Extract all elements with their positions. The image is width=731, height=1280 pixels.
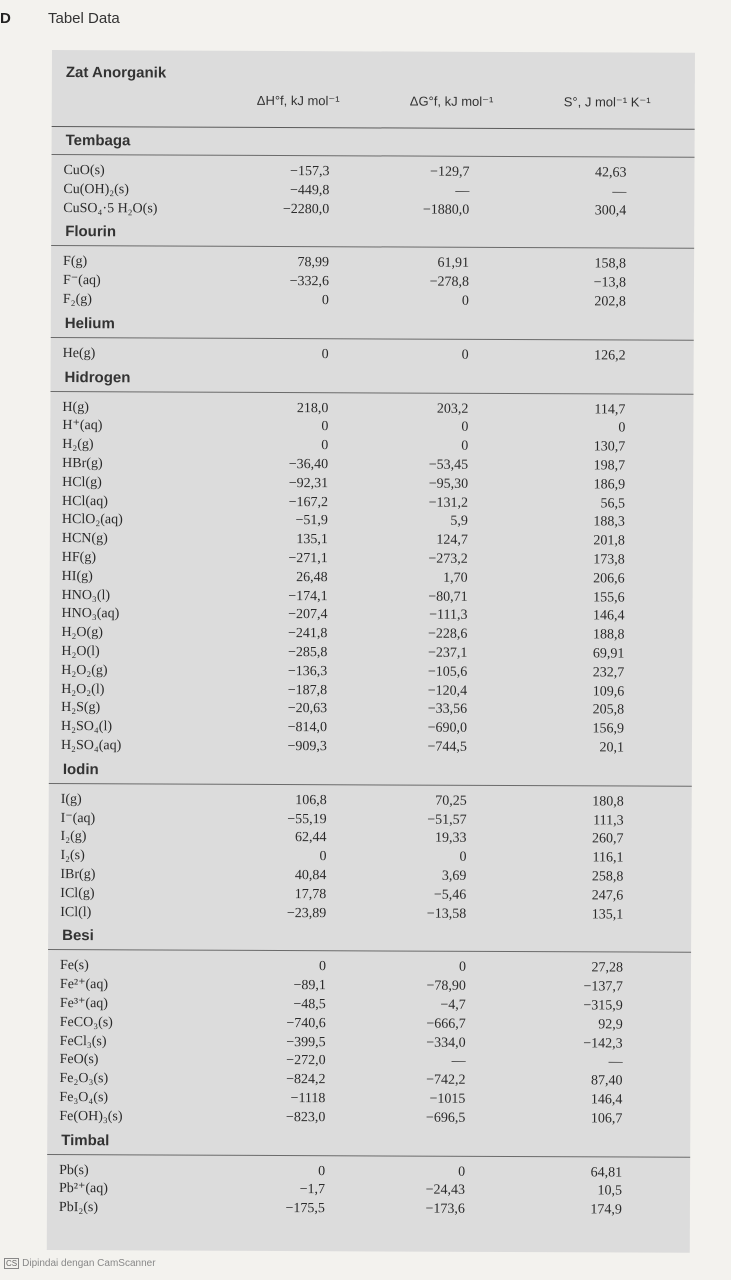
entropy-cell: 188,8 bbox=[592, 627, 625, 643]
enthalpy-cell: −36,40 bbox=[288, 457, 329, 473]
enthalpy-cell: 26,48 bbox=[296, 569, 328, 585]
section-tembaga bbox=[52, 132, 695, 219]
compound-cell: HCl(aq) bbox=[61, 493, 108, 509]
entropy-cell: 27,28 bbox=[591, 960, 624, 976]
enthalpy-cell: −89,1 bbox=[293, 978, 326, 994]
table-header bbox=[52, 56, 695, 130]
gibbs-cell: −51,57 bbox=[427, 812, 467, 828]
compound-cell: H₂S(g) bbox=[61, 700, 101, 716]
enthalpy-cell: −175,5 bbox=[285, 1201, 325, 1217]
entropy-cell: 146,4 bbox=[593, 608, 625, 624]
section-hidrogen bbox=[51, 368, 694, 756]
enthalpy-cell: −92,31 bbox=[288, 475, 329, 491]
enthalpy-cell: −167,2 bbox=[288, 494, 329, 510]
section-title: Timbal bbox=[61, 1131, 110, 1149]
gibbs-cell: 70,25 bbox=[435, 793, 467, 809]
entropy-cell: 92,9 bbox=[598, 1017, 623, 1033]
section-divider bbox=[47, 1154, 690, 1158]
compound-cell: HI(g) bbox=[61, 568, 93, 584]
entropy-cell: — bbox=[608, 1054, 623, 1070]
section-timbal bbox=[47, 1131, 690, 1218]
compound-cell: H₂O₂(g) bbox=[61, 662, 108, 679]
scanner-watermark bbox=[4, 1258, 156, 1269]
enthalpy-cell: −55,19 bbox=[287, 811, 327, 827]
table-row bbox=[51, 200, 694, 222]
gibbs-cell: −666,7 bbox=[426, 1016, 466, 1032]
entropy-cell: −137,7 bbox=[583, 979, 623, 995]
compound-cell: Cu(OH)₂(s) bbox=[63, 181, 129, 198]
enthalpy-cell: −824,2 bbox=[286, 1072, 326, 1088]
section-flourin bbox=[51, 223, 694, 310]
enthalpy-cell: 0 bbox=[321, 293, 329, 309]
entropy-cell: 135,1 bbox=[591, 906, 624, 923]
compound-cell: ICl(g) bbox=[60, 885, 95, 901]
gibbs-cell: 0 bbox=[459, 849, 467, 866]
section-divider bbox=[51, 391, 694, 395]
entropy-cell: 109,6 bbox=[592, 683, 625, 700]
compound-cell: CuSO₄·5 H₂O(s) bbox=[63, 200, 158, 217]
gibbs-cell: −696,5 bbox=[425, 1110, 466, 1126]
gibbs-cell: −33,56 bbox=[427, 702, 468, 718]
enthalpy-cell: 78,99 bbox=[297, 255, 330, 271]
compound-cell: CuO(s) bbox=[63, 163, 105, 179]
entropy-cell: 156,9 bbox=[592, 721, 625, 737]
gibbs-cell: −237,1 bbox=[427, 645, 468, 661]
enthalpy-cell: −136,3 bbox=[287, 663, 328, 679]
enthalpy-cell: −20,63 bbox=[287, 701, 328, 717]
gibbs-cell: −744,5 bbox=[427, 739, 467, 755]
entropy-cell: 173,8 bbox=[593, 552, 625, 568]
enthalpy-cell: −207,4 bbox=[288, 607, 328, 623]
compound-cell: H₂(g) bbox=[62, 437, 94, 453]
entropy-cell: 258,8 bbox=[591, 869, 624, 885]
compound-cell: I₂(s) bbox=[60, 848, 85, 864]
watermark-text: Dipindai dengan CamScanner bbox=[22, 1258, 156, 1269]
table-row bbox=[48, 904, 691, 926]
table-row bbox=[49, 737, 692, 759]
gibbs-cell: −334,0 bbox=[426, 1035, 466, 1051]
compound-cell: Fe₃O₄(s) bbox=[59, 1090, 109, 1106]
enthalpy-cell: −174,1 bbox=[288, 588, 328, 604]
compound-cell: H₂O₂(l) bbox=[61, 681, 105, 697]
compound-cell: HCN(g) bbox=[61, 531, 108, 547]
gibbs-cell: −129,7 bbox=[430, 164, 470, 180]
gibbs-cell: 3,69 bbox=[441, 868, 467, 884]
gibbs-cell: −1880,0 bbox=[422, 202, 470, 218]
gibbs-cell: 0 bbox=[461, 347, 469, 363]
compound-cell: Fe³⁺(aq) bbox=[59, 996, 108, 1012]
section-helium bbox=[51, 314, 694, 364]
gibbs-cell: −1015 bbox=[429, 1091, 466, 1107]
gibbs-cell: −278,8 bbox=[429, 274, 470, 291]
enthalpy-cell: −271,1 bbox=[288, 551, 328, 567]
gibbs-cell: 0 bbox=[458, 1164, 466, 1180]
enthalpy-cell: −285,8 bbox=[287, 645, 328, 661]
enthalpy-cell: 0 bbox=[321, 346, 329, 363]
compound-cell: F⁻(aq) bbox=[62, 273, 101, 289]
entropy-cell: 87,40 bbox=[590, 1073, 623, 1089]
enthalpy-cell: −157,3 bbox=[290, 164, 330, 180]
gibbs-cell: −5,46 bbox=[433, 887, 467, 903]
compound-cell: Fe₂O₃(s) bbox=[59, 1071, 109, 1087]
entropy-cell: 10,5 bbox=[597, 1183, 623, 1199]
compound-cell: Fe(OH)₃(s) bbox=[59, 1108, 123, 1125]
enthalpy-cell: −51,9 bbox=[295, 513, 328, 529]
entropy-cell: 232,7 bbox=[592, 665, 625, 681]
entropy-cell: 0 bbox=[618, 420, 626, 436]
section-divider bbox=[51, 245, 694, 249]
gibbs-cell: −24,43 bbox=[425, 1183, 466, 1199]
entropy-cell: 64,81 bbox=[590, 1164, 623, 1181]
enthalpy-cell: −1118 bbox=[290, 1091, 326, 1107]
compound-cell: F(g) bbox=[63, 254, 88, 270]
entropy-cell: 20,1 bbox=[599, 740, 624, 756]
entropy-cell: 126,2 bbox=[594, 348, 626, 364]
table-title: Zat Anorganik bbox=[65, 64, 167, 82]
compound-cell: HBr(g) bbox=[62, 456, 103, 472]
gibbs-cell: −78,90 bbox=[426, 978, 466, 995]
section-title: Besi bbox=[62, 927, 94, 945]
compound-cell: HNO₃(l) bbox=[61, 587, 111, 603]
entropy-cell: 300,4 bbox=[594, 202, 627, 219]
gibbs-cell: — bbox=[455, 183, 470, 199]
enthalpy-cell: 17,78 bbox=[294, 886, 327, 903]
gibbs-cell: 1,70 bbox=[443, 570, 468, 586]
compound-cell: FeCO₃(s) bbox=[59, 1014, 113, 1031]
enthalpy-cell: −449,8 bbox=[289, 182, 330, 199]
gibbs-cell: 61,91 bbox=[437, 256, 470, 272]
compound-cell: H⁺(aq) bbox=[62, 418, 103, 434]
enthalpy-cell: 40,84 bbox=[294, 868, 327, 884]
column-header-gibbs: ΔG°f, kJ mol⁻¹ bbox=[409, 93, 494, 109]
compound-cell: H(g) bbox=[62, 399, 89, 415]
entropy-cell: 116,1 bbox=[592, 850, 624, 866]
gibbs-cell: −742,2 bbox=[426, 1072, 466, 1089]
enthalpy-cell: −187,8 bbox=[287, 682, 328, 698]
compound-cell: HF(g) bbox=[61, 550, 97, 566]
gibbs-cell: 124,7 bbox=[436, 532, 468, 549]
enthalpy-cell: 135,1 bbox=[296, 532, 328, 548]
entropy-cell: 206,6 bbox=[593, 571, 625, 587]
compound-cell: I(g) bbox=[60, 791, 82, 807]
gibbs-cell: −95,30 bbox=[428, 476, 469, 492]
compound-cell: Pb²⁺(aq) bbox=[58, 1181, 108, 1197]
entropy-cell: 42,63 bbox=[594, 165, 627, 181]
compound-cell: HClO₂(aq) bbox=[61, 512, 123, 528]
appendix-letter: D bbox=[0, 10, 11, 27]
entropy-cell: 106,7 bbox=[590, 1111, 623, 1127]
table-row bbox=[47, 1108, 690, 1130]
gibbs-cell: −4,7 bbox=[440, 997, 466, 1013]
enthalpy-cell: −23,89 bbox=[286, 905, 327, 921]
compound-cell: Pb(s) bbox=[59, 1162, 89, 1178]
entropy-cell: 201,8 bbox=[593, 533, 625, 549]
table-row bbox=[51, 345, 694, 367]
entropy-cell: 69,91 bbox=[592, 646, 625, 662]
compound-cell: H₂SO₄(l) bbox=[61, 719, 113, 735]
table-row bbox=[51, 291, 694, 313]
section-divider bbox=[49, 783, 692, 787]
entropy-cell: 247,6 bbox=[591, 888, 624, 904]
enthalpy-cell: 0 bbox=[321, 438, 329, 454]
entropy-cell: — bbox=[612, 184, 627, 200]
gibbs-cell: −273,2 bbox=[428, 551, 468, 567]
enthalpy-cell: −1,7 bbox=[299, 1182, 326, 1198]
entropy-cell: −315,9 bbox=[583, 998, 623, 1014]
enthalpy-cell: −740,6 bbox=[286, 1015, 326, 1031]
section-divider bbox=[51, 337, 694, 341]
gibbs-cell: −53,45 bbox=[428, 457, 469, 473]
enthalpy-cell: −909,3 bbox=[287, 739, 327, 755]
entropy-cell: −13,8 bbox=[593, 275, 627, 291]
entropy-cell: 188,3 bbox=[593, 514, 625, 530]
compound-cell: HNO₃(aq) bbox=[61, 606, 120, 622]
gibbs-cell: — bbox=[451, 1054, 466, 1070]
entropy-cell: 198,7 bbox=[593, 458, 626, 474]
camscanner-logo-icon: CS bbox=[6, 1259, 18, 1268]
gibbs-cell: −131,2 bbox=[428, 495, 469, 511]
compound-cell: IBr(g) bbox=[60, 867, 96, 883]
compound-cell: H₂SO₄(aq) bbox=[60, 738, 122, 754]
section-divider bbox=[48, 949, 691, 953]
section-title: Tembaga bbox=[65, 132, 131, 150]
gibbs-cell: 0 bbox=[461, 438, 469, 455]
gibbs-cell: −173,6 bbox=[425, 1201, 465, 1218]
column-header-enthalpy: ΔH°f, kJ mol⁻¹ bbox=[256, 92, 340, 109]
compound-cell: FeO(s) bbox=[59, 1052, 99, 1068]
compound-cell: Fe(s) bbox=[59, 958, 89, 974]
page-title: Tabel Data bbox=[48, 10, 120, 27]
compound-cell: HCl(g) bbox=[62, 474, 102, 491]
section-title: Iodin bbox=[62, 760, 99, 779]
entropy-cell: 174,9 bbox=[590, 1202, 622, 1218]
gibbs-cell: 0 bbox=[458, 960, 467, 976]
compound-cell: H₂O(g) bbox=[61, 625, 103, 641]
gibbs-cell: 5,9 bbox=[450, 514, 468, 530]
data-table bbox=[47, 50, 695, 1253]
section-divider bbox=[52, 154, 695, 158]
entropy-cell: −142,3 bbox=[583, 1035, 623, 1052]
section-iodin bbox=[49, 760, 692, 923]
enthalpy-cell: 0 bbox=[318, 959, 327, 975]
compound-cell: PbI₂(s) bbox=[58, 1200, 99, 1216]
compound-cell: ICl(l) bbox=[60, 904, 92, 920]
entropy-cell: 111,3 bbox=[593, 812, 624, 829]
compound-cell: I₂(g) bbox=[60, 829, 87, 845]
compound-cell: Fe²⁺(aq) bbox=[59, 977, 109, 993]
enthalpy-cell: −332,6 bbox=[289, 274, 330, 290]
gibbs-cell: 203,2 bbox=[436, 401, 469, 417]
compound-cell: He(g) bbox=[62, 345, 96, 361]
section-title: Hidrogen bbox=[64, 368, 131, 386]
table-row bbox=[47, 1199, 690, 1221]
enthalpy-cell: −241,8 bbox=[288, 626, 328, 642]
gibbs-cell: −120,4 bbox=[427, 683, 468, 699]
enthalpy-cell: −399,5 bbox=[286, 1034, 326, 1050]
enthalpy-cell: 0 bbox=[318, 1163, 326, 1179]
gibbs-cell: −228,6 bbox=[428, 626, 468, 643]
enthalpy-cell: 0 bbox=[319, 849, 327, 865]
entropy-cell: 180,8 bbox=[592, 794, 624, 810]
section-title: Flourin bbox=[65, 223, 117, 241]
gibbs-cell: −80,71 bbox=[428, 589, 468, 605]
gibbs-cell: −105,6 bbox=[427, 664, 468, 680]
entropy-cell: 56,5 bbox=[600, 495, 626, 512]
enthalpy-cell: 62,44 bbox=[295, 830, 327, 846]
entropy-cell: 205,8 bbox=[592, 702, 625, 718]
entropy-cell: 130,7 bbox=[593, 439, 626, 455]
enthalpy-cell: −272,0 bbox=[286, 1053, 326, 1069]
section-besi bbox=[48, 927, 691, 1127]
enthalpy-cell: −48,5 bbox=[293, 997, 326, 1013]
gibbs-cell: 0 bbox=[461, 420, 469, 436]
enthalpy-cell: −2280,0 bbox=[282, 201, 330, 217]
gibbs-cell: −690,0 bbox=[427, 720, 468, 737]
enthalpy-cell: 0 bbox=[321, 419, 329, 435]
enthalpy-cell: −823,0 bbox=[285, 1109, 326, 1125]
column-header-entropy: S°, J mol⁻¹ K⁻¹ bbox=[563, 94, 651, 110]
compound-cell: H₂O(l) bbox=[61, 644, 100, 660]
entropy-cell: 114,7 bbox=[594, 401, 626, 418]
gibbs-cell: 0 bbox=[461, 293, 469, 309]
compound-cell: I⁻(aq) bbox=[60, 810, 96, 826]
entropy-cell: 158,8 bbox=[594, 256, 627, 272]
compound-cell: FeCl₃(s) bbox=[59, 1033, 107, 1049]
enthalpy-cell: 106,8 bbox=[295, 792, 327, 809]
gibbs-cell: −13,58 bbox=[426, 906, 467, 922]
entropy-cell: 155,6 bbox=[593, 589, 625, 606]
gibbs-cell: −111,3 bbox=[429, 608, 468, 624]
compound-cell: F₂(g) bbox=[62, 292, 92, 308]
section-title: Helium bbox=[64, 314, 115, 333]
enthalpy-cell: −814,0 bbox=[287, 720, 328, 736]
entropy-cell: 202,8 bbox=[594, 294, 626, 310]
entropy-cell: 146,4 bbox=[590, 1092, 623, 1108]
enthalpy-cell: 218,0 bbox=[296, 400, 329, 416]
entropy-cell: 186,9 bbox=[593, 477, 626, 493]
entropy-cell: 260,7 bbox=[592, 831, 624, 847]
gibbs-cell: 19,33 bbox=[435, 831, 467, 847]
